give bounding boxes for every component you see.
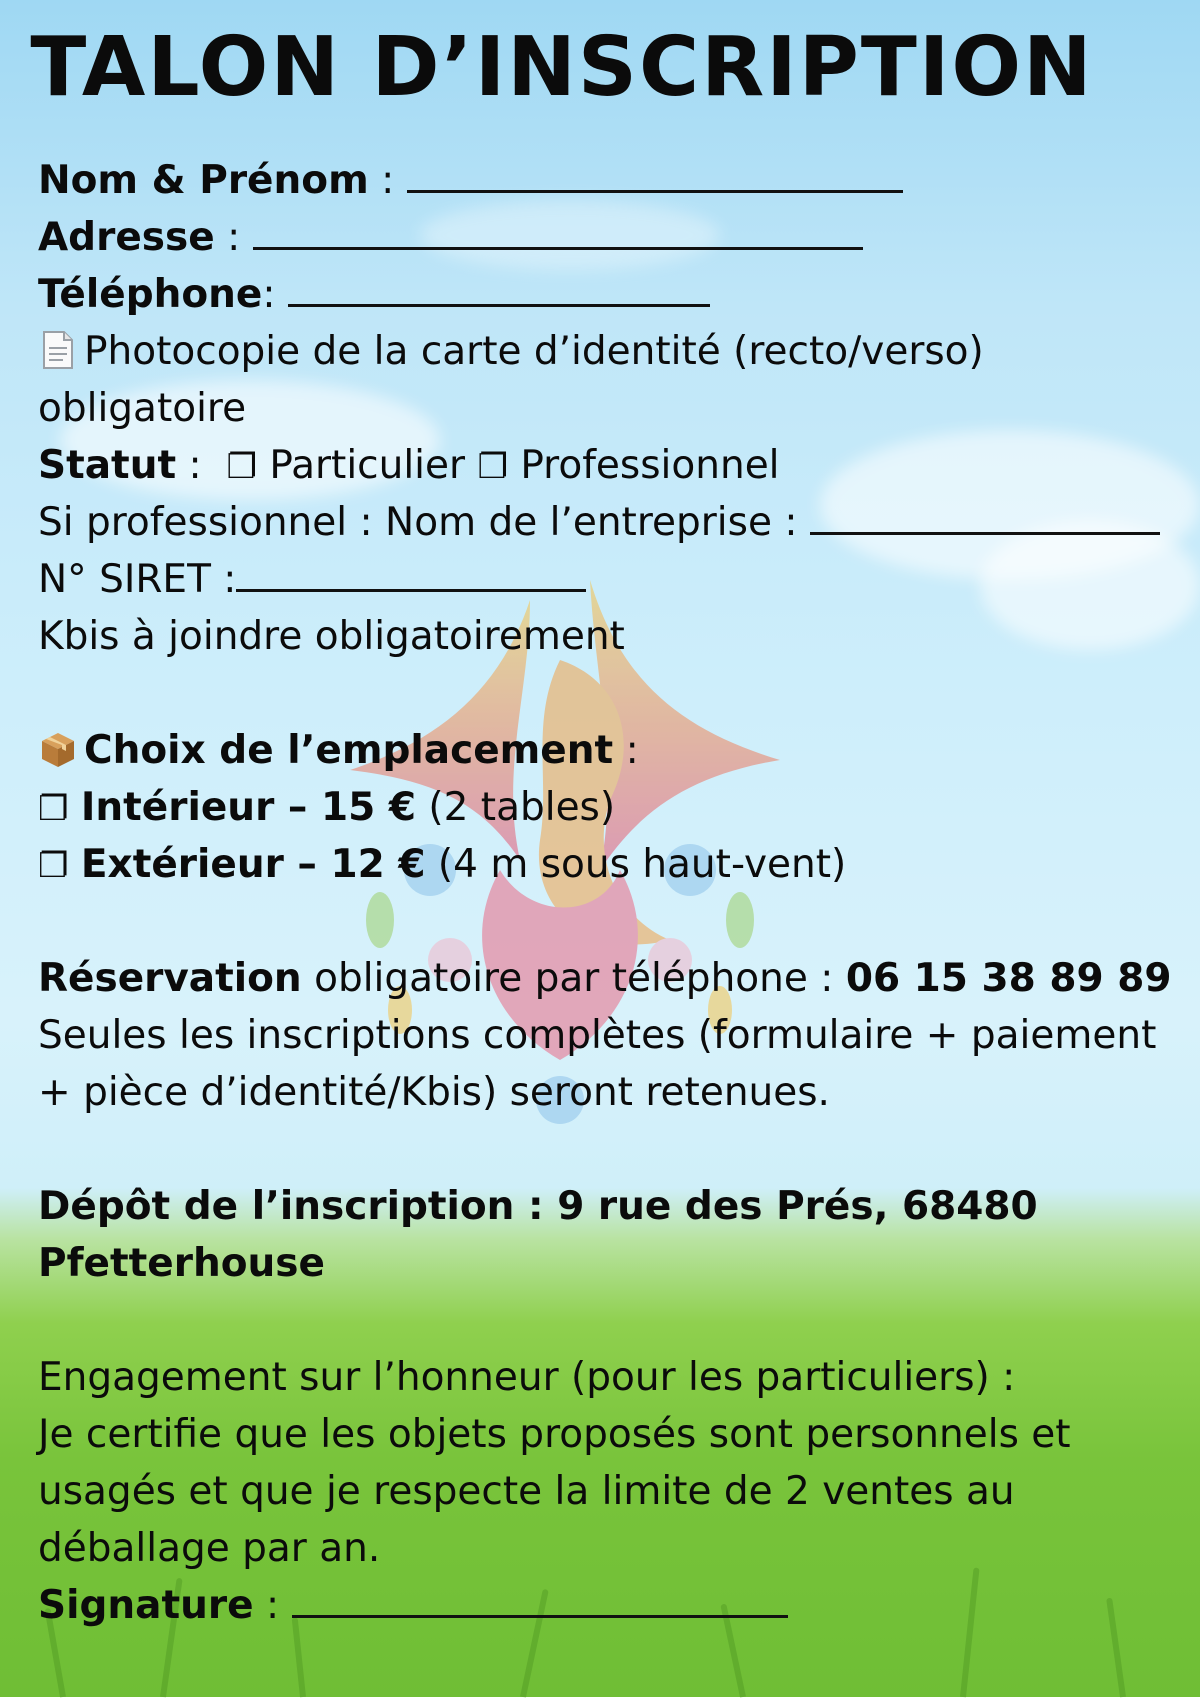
- reservation-phone: 06 15 38 89 89: [845, 956, 1172, 1001]
- name-field[interactable]: Nom & Prénom :: [38, 152, 903, 209]
- package-icon: [38, 729, 78, 769]
- id-note: Photocopie de la carte d’identité (recto/verso): [38, 323, 984, 380]
- company-field[interactable]: [38, 494, 1160, 551]
- kbis-note: Kbis à joindre obligatoirement: [38, 614, 625, 659]
- status-label: Statut: [38, 443, 177, 488]
- company-blank[interactable]: [810, 502, 1160, 535]
- phone-blank[interactable]: [288, 274, 710, 307]
- phone-label: Téléphone: [38, 272, 263, 317]
- reservation-note-2: + pièce d’identité/Kbis) seront retenues.: [38, 1070, 830, 1115]
- company-label: Si professionnel : Nom de l’entreprise :: [38, 500, 798, 545]
- signature-label: Signature: [38, 1583, 254, 1628]
- engagement-line-2: Je certifie que les objets proposés sont personnels et: [38, 1412, 1071, 1457]
- checkbox-interior[interactable]: ❐: [38, 789, 69, 829]
- phone-field[interactable]: Téléphone:: [38, 266, 710, 323]
- signature-blank[interactable]: [292, 1585, 788, 1618]
- signature-field[interactable]: Signature :: [38, 1577, 788, 1634]
- location-option-exterior[interactable]: ❐ Extérieur – 12 € (4 m sous haut-vent): [38, 836, 846, 895]
- checkbox-particulier[interactable]: ❐: [226, 447, 257, 487]
- id-note-2: obligatoire: [38, 386, 247, 431]
- address-label: Adresse: [38, 215, 215, 260]
- checkbox-professionnel[interactable]: ❐: [477, 447, 508, 487]
- engagement-line-3: usagés et que je respecte la limite de 2 ventes au: [38, 1469, 1015, 1514]
- status-opt-particulier: Particulier: [269, 443, 466, 488]
- name-label: Nom & Prénom: [38, 158, 369, 203]
- address-field[interactable]: Adresse :: [38, 209, 863, 266]
- location-heading: Choix de l’emplacement :: [38, 722, 639, 779]
- deposit-line-2: Pfetterhouse: [38, 1241, 325, 1286]
- reservation-note-1: Seules les inscriptions complètes (formulaire + paiement: [38, 1013, 1157, 1058]
- engagement-line-1: Engagement sur l’honneur (pour les particuliers) :: [38, 1355, 1016, 1400]
- status-opt-professionnel: Professionnel: [520, 443, 780, 488]
- checkbox-exterior[interactable]: ❐: [38, 846, 69, 886]
- siret-blank[interactable]: [236, 559, 586, 592]
- reservation-line: Réservation obligatoire par téléphone : 06 15 38 89 89: [38, 956, 1172, 1001]
- deposit-line-1: Dépôt de l’inscription : 9 rue des Prés, 68480: [38, 1184, 1038, 1229]
- siret-label: N° SIRET :: [38, 557, 237, 602]
- document-icon: [38, 330, 78, 370]
- name-blank[interactable]: [407, 160, 903, 193]
- siret-field[interactable]: [38, 551, 586, 608]
- engagement-line-4: déballage par an.: [38, 1526, 381, 1571]
- status-field: Statut : ❐ Particulier ❐ Professionnel: [38, 437, 780, 496]
- location-option-interior[interactable]: ❐ Intérieur – 15 € (2 tables): [38, 779, 615, 838]
- address-blank[interactable]: [253, 217, 863, 250]
- page-title: TALON D’INSCRIPTION: [30, 20, 1094, 115]
